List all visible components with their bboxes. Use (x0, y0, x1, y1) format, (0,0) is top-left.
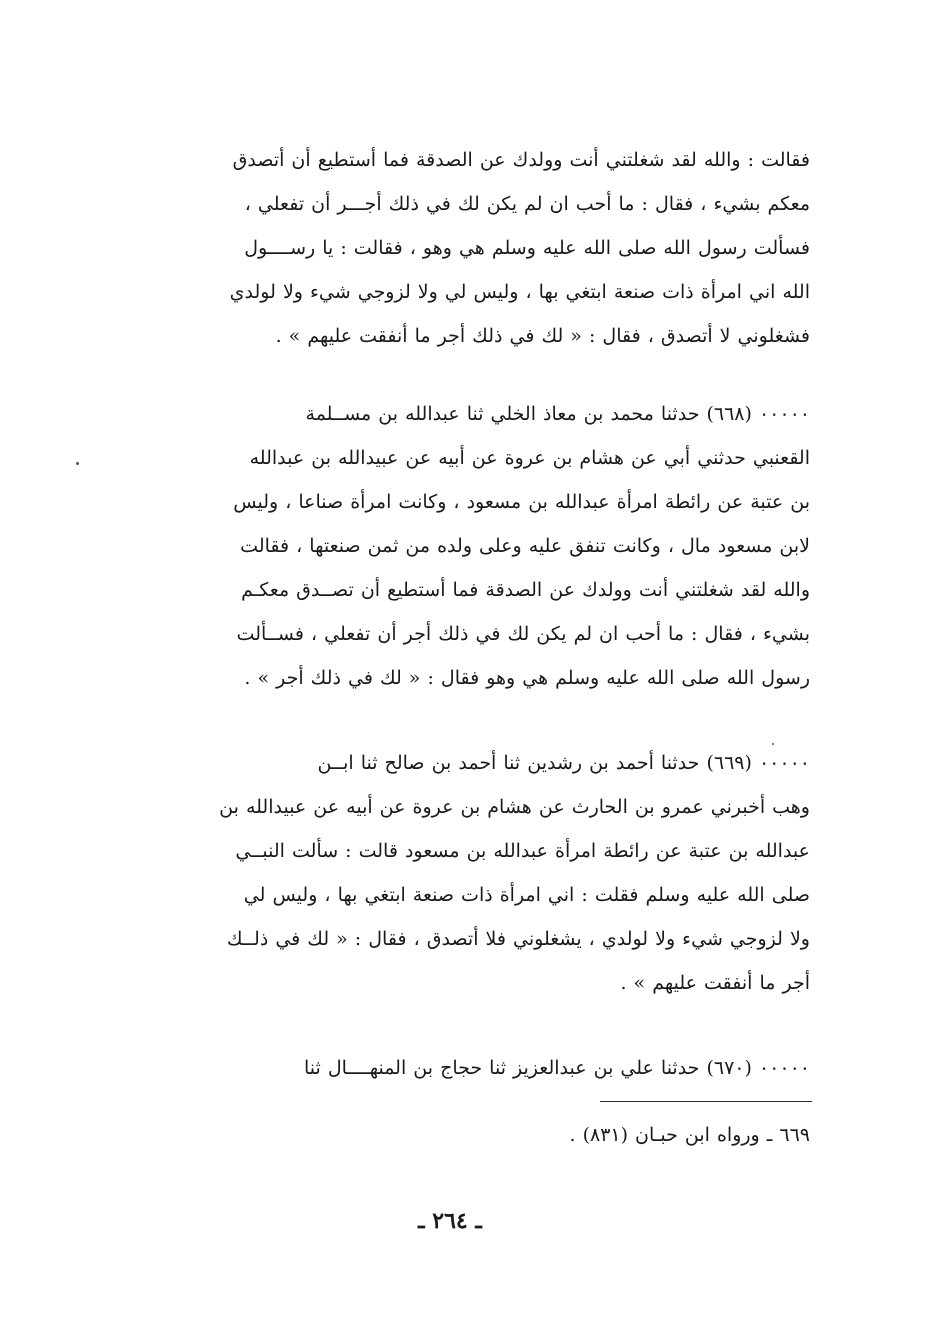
text-line: والله لقد شغلتني أنت وولدك عن الصدقة فما أستطيع أن تصــدق معكـم (241, 579, 810, 601)
text-line: ولا لزوجي شيء ولا لولدي ، يشغلوني فلا أتصدق ، فقال : « لك في ذلــك (226, 928, 810, 950)
text-line: بن عتبة عن رائطة امرأة عبدالله بن مسعود ، وكانت امرأة صناعا ، وليس (233, 491, 810, 513)
text-line: ٠٠٠٠٠ (٦٦٩) حدثنا أحمد بن رشدين ثنا أحمد بن صالح ثنا ابــن (317, 752, 810, 774)
text-line: لابن مسعود مال ، وكانت تنفق عليه وعلى ولده من ثمن صنعتها ، فقالت (240, 535, 810, 557)
text-line: ٠٠٠٠٠ (٦٧٠) حدثنا علي بن عبدالعزيز ثنا حجاج بن المنهــــال ثنا (304, 1057, 810, 1079)
hadith-669 (106, 741, 810, 1005)
text-line: ٠٠٠٠٠ (٦٦٨) حدثنا محمد بن معاذ الخلي ثنا عبدالله بن مســلمة (305, 403, 810, 425)
text-line: معكم بشيء ، فقال : ما أحب ان لم يكن لك في ذلك أجـــر أن تفعلي ، (244, 193, 810, 215)
text-line: عبدالله بن عتبة عن رائطة امرأة عبدالله بن مسعود قالت : سألت النبــي (235, 840, 810, 862)
scan-speck (76, 462, 79, 465)
footnote-text: ٦٦٩ ـ ورواه ابن حبـان (٨٣١) . (569, 1124, 810, 1146)
footnote (106, 1113, 810, 1157)
scan-speck (772, 743, 774, 745)
text-line: وهب أخبرني عمرو بن الحارث عن هشام بن عروة عن أبيه عن عبيدالله بن (219, 796, 810, 818)
text-line: رسول الله صلى الله عليه وسلم هي وهو فقال : « لك في ذلك أجر » . (244, 667, 810, 689)
text-line: فقالت : والله لقد شغلتني أنت وولدك عن الصدقة فما أستطيع أن أتصدق (232, 149, 810, 171)
page-number: ـ ٢٦٤ ـ (418, 1208, 482, 1234)
text-line: أجر ما أنفقت عليهم » . (620, 972, 810, 994)
text-line: صلى الله عليه وسلم فقلت : اني امرأة ذات صنعة ابتغي بها ، وليس لي (243, 884, 810, 906)
text-line: القعنبي حدثني أبي عن هشام بن عروة عن أبيه عن عبيدالله بن عبدالله (249, 447, 810, 469)
footnote-divider (600, 1101, 812, 1102)
text-line: فشغلوني لا أتصدق ، فقال : « لك في ذلك أجر ما أنفقت عليهم » . (275, 325, 810, 347)
hadith-670 (106, 1046, 810, 1090)
paragraph-1 (106, 138, 810, 358)
hadith-668 (106, 392, 810, 700)
text-line: الله اني امرأة ذات صنعة ابتغي بها ، وليس لي ولا لزوجي شيء ولا لولدي (229, 281, 810, 303)
text-line: بشيء ، فقال : ما أحب ان لم يكن لك في ذلك أجر أن تفعلي ، فســألت (236, 623, 810, 645)
text-line: فسألت رسول الله صلى الله عليه وسلم هي وهو ، فقالت : يا رســــول (244, 237, 810, 259)
